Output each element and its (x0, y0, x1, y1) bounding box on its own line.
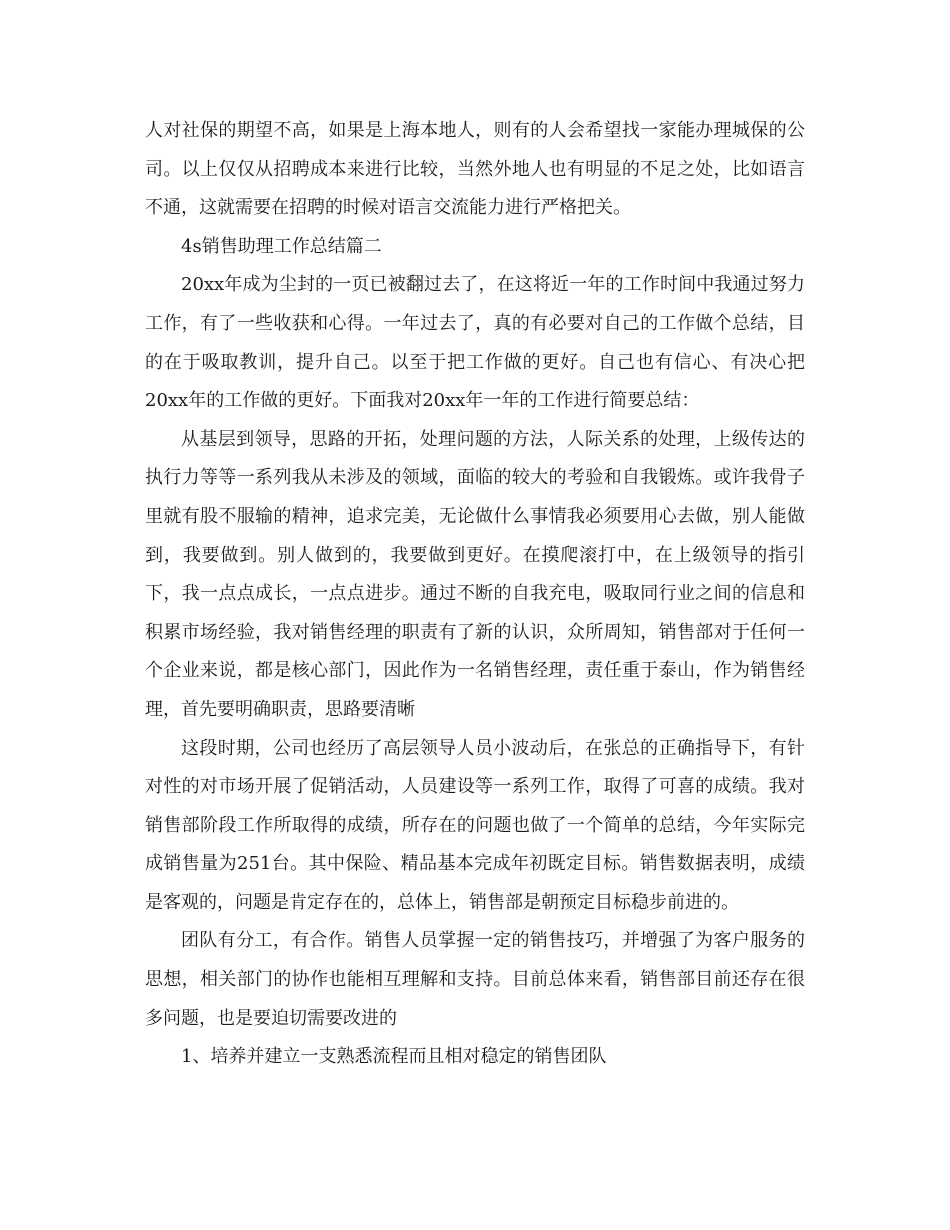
paragraph-continuation: 人对社保的期望不高，如果是上海本地人，则有的人会希望找一家能办理城保的公司。以上仅仅从招聘成本来进行比较，当然外地人也有明显的不足之处，比如语言不通，这就需要在招聘的时候对语言交流能力进行严格把关。 (145, 120, 805, 219)
section-heading: 4s销售助理工作总结篇二 (181, 235, 382, 257)
paragraph-intro: 20xx年成为尘封的一页已被翻过去了，在这将近一年的工作时间中我通过努力工作，有了一些收获和心得。一年过去了，真的有必要对自己的工作做个总结，目的在于吸取教训，提升自己。以至于把工作做的更好。自己也有信心、有决心把20xx年的工作做的更好。下面我对20xx年一年的工作进行简要总结： (145, 274, 805, 412)
document-body (145, 112, 805, 1077)
paragraph-growth: 从基层到领导，思路的开拓，处理问题的方法，人际关系的处理，上级传达的执行力等等一系列我从未涉及的领域，面临的较大的考验和自我锻炼。或许我骨子里就有股不服输的精神，追求完美，无论做什么事情我必须要用心去做，别人能做到，我要做到。别人做到的，我要做到更好。在摸爬滚打中，在上级领导的指引下，我一点点成长，一点点进步。通过不断的自我充电，吸取同行业之间的信息和积累市场经验，我对销售经理的职责有了新的认识，众所周知，销售部对于任何一个企业来说，都是核心部门，因此作为一名销售经理，责任重于泰山，作为销售经理，首先要明确职责，思路要清晰 (145, 428, 805, 720)
paragraph-team: 团队有分工，有合作。销售人员掌握一定的销售技巧，并增强了为客户服务的思想，相关部门的协作也能相互理解和支持。目前总体来看，销售部目前还存在很多问题，也是要迫切需要改进的 (145, 930, 805, 1029)
list-item-1: 1、培养并建立一支熟悉流程而且相对稳定的销售团队 (181, 1046, 607, 1068)
paragraph-results: 这段时期，公司也经历了高层领导人员小波动后，在张总的正确指导下，有针对性的对市场开展了促销活动，人员建设等一系列工作，取得了可喜的成绩。我对销售部阶段工作所取得的成绩，所存在的问题也做了一个简单的总结，今年实际完成销售量为251台。其中保险、精品基本完成年初既定目标。销售数据表明，成绩是客观的，问题是肯定存在的，总体上，销售部是朝预定目标稳步前进的。 (145, 737, 805, 913)
